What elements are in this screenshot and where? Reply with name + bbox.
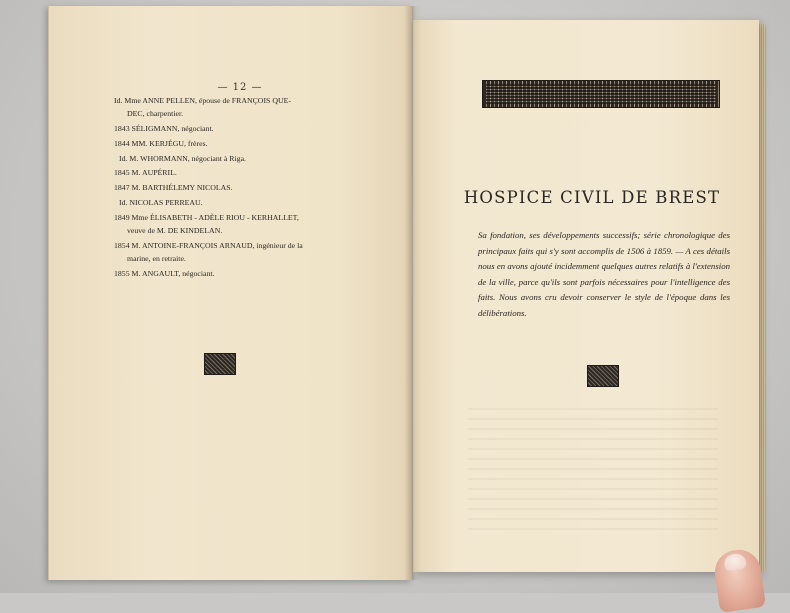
entry-name: M. WHORMANN, négociant à Riga. (129, 153, 246, 163)
entry-name: Mme ANNE PELLEN, épouse de FRANÇOIS QUE- (124, 96, 291, 105)
show-through-text (468, 400, 718, 530)
entry-name: NICOLAS PERREAU. (129, 197, 203, 207)
list-item (114, 152, 334, 165)
entry-year: 1855 (114, 268, 130, 278)
entry-year: 1847 (114, 183, 130, 193)
entry-name: Mme ÉLISABETH - ADÈLE RIOU - KERHALLET, (131, 212, 299, 222)
entry-name: MM. KERJÉGU, frères. (131, 138, 208, 148)
entry-year: 1845 (114, 168, 130, 178)
entry-year: 1854 (114, 240, 130, 250)
entry-name: M. ANGAULT, négociant. (131, 268, 215, 278)
list-item (114, 211, 334, 237)
list-item (114, 94, 334, 120)
header-ornament-band (482, 80, 720, 108)
entry-name: SÉLIGMANN, négociant. (131, 124, 214, 133)
list-item (114, 122, 334, 135)
list-item (114, 239, 334, 265)
book-gutter (404, 6, 422, 580)
entry-year: 1844 (114, 138, 130, 148)
entry-name: M. AUPÉRIL. (131, 168, 177, 178)
page-number: — 12 — (217, 82, 263, 93)
entry-year: 1843 (114, 124, 130, 133)
printer-ornament (204, 353, 236, 375)
entry-name: M. ANTOINE-FRANÇOIS ARNAUD, ingénieur de la (131, 240, 303, 250)
chapter-title: HOSPICE CIVIL DE BREST (463, 188, 721, 207)
entry-continuation: marine, en retraite. (127, 253, 186, 263)
entry-year: Id. (119, 197, 128, 207)
entry-year: Id. (114, 96, 123, 105)
list-item (114, 166, 334, 179)
entry-year: Id. (119, 153, 128, 163)
list-item (114, 267, 334, 280)
donor-list (114, 94, 334, 282)
list-item (114, 196, 334, 209)
entry-name: M. BARTHÉLEMY NICOLAS. (131, 183, 233, 193)
printer-ornament (587, 365, 619, 387)
chapter-summary: Sa fondation, ses développements successifs; série chronologique des principaux faits qui s'y sont accomplis de 1506 à 1859. — A ces détails nous en avons ajouté incidemment quelques autres relatifs à l'extension de la ville, parce qu'ils sont parfois nécessaires pour l'intelligence des faits. Nous avons cru devoir conserver le style de l'époque dans les délibérations. (478, 230, 730, 318)
list-item (114, 137, 334, 150)
entry-continuation: DEC, charpentier. (127, 109, 184, 119)
entry-continuation: veuve de M. DE KINDELAN. (127, 225, 223, 235)
entry-year: 1849 (114, 212, 130, 222)
list-item (114, 181, 334, 194)
